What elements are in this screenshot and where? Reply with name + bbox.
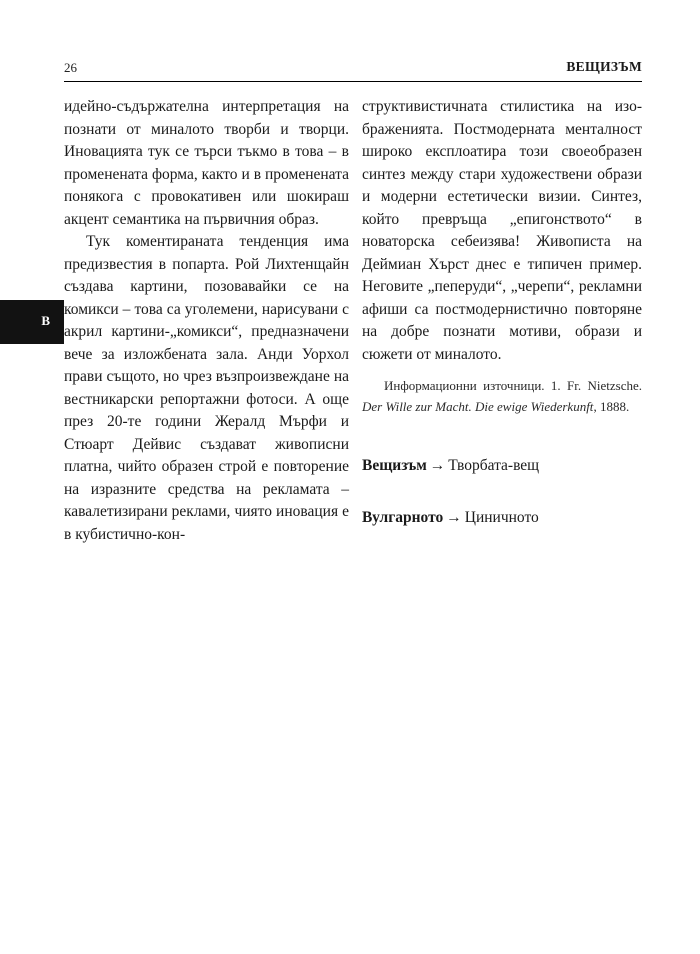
paragraph: структивистичната стилистика на изображенията. Постмодерната менталност широко експлоатира този своеобразен синтез между стари художествени образи и модерни естетически визии. Синтез, който превръща „епигонството“ в новаторска себеизява! Живописта на Деймиан Хърст днес е типичен пример. Неговите „пеперуди“, „черепи“, рекламни афиши са постмодернистично повторяне на добре познати мотиви, образи и сюжети от миналото.	[362, 98, 642, 363]
arrow-right-icon: →	[429, 457, 446, 474]
sources-lead: Информационни източници. 1. Fr. Nietzsche.	[384, 378, 642, 393]
cross-reference	[362, 455, 642, 478]
thumb-index-letter: В	[41, 313, 50, 328]
right-column	[362, 96, 642, 529]
left-column	[64, 96, 349, 546]
xref-target: Творбата-вещ	[448, 457, 540, 474]
page-header	[64, 58, 642, 80]
sources-title: Der Wille zur Macht. Die ewige Wiederkunft	[362, 399, 594, 414]
header-rule	[64, 81, 642, 82]
cross-reference	[362, 507, 642, 530]
xref-target: Циничното	[464, 508, 539, 526]
sources-year: , 1888.	[593, 399, 630, 414]
running-head: ВЕЩИЗЪМ	[566, 59, 642, 74]
information-sources	[362, 375, 642, 417]
xref-term: Вещизъм	[362, 457, 427, 474]
arrow-right-icon: →	[446, 508, 462, 526]
xref-term: Вулгарното	[362, 508, 444, 526]
thumb-index-tab	[0, 300, 64, 344]
paragraph: Тук коментираната тенденция има предизвестия в попарта. Рой Лихтенщайн създава картини, позовавайки се на комикси – това са уголемени, нарисувани с акрил картини-„комикси“, предназначени вече за изложбената зала. Анди Уорхол прави същото, но чрез възпроизвеждане на вестникарски репортажни фотоси. А още през 20-те години Жералд Мърфи и Стюарт Дейвис създават живописни платна, чийто образен строй е повторение на изразните средства на рекламата – кавалетизирани реклами, чиято иновация е в кубистично-кон-	[64, 233, 349, 543]
paragraph: идейно-съдържателна интерпретация на познати от миналото творби и творци. Иновацията тук се търси тъкмо в това – в променената форма, както и в променената понякога с провокативен или шокираш акцент семантика на първичния образ.	[64, 98, 349, 228]
page-number: 26	[64, 60, 77, 75]
